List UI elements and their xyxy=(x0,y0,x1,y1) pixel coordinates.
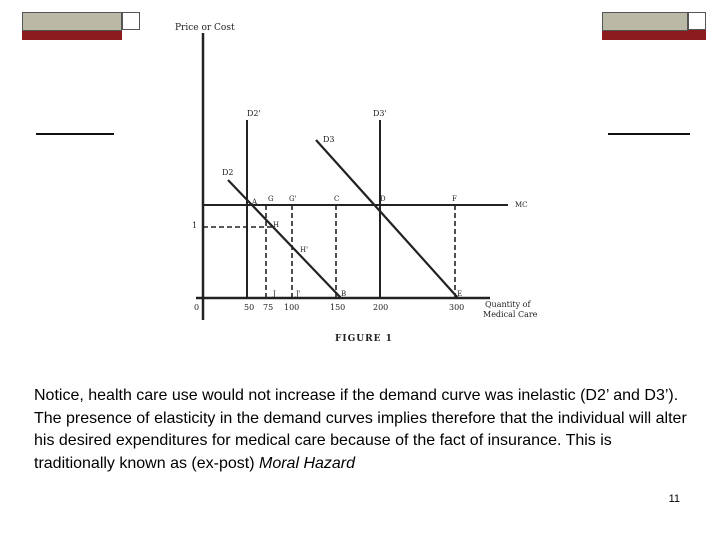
point-g: G xyxy=(268,195,274,203)
point-f: F xyxy=(452,195,457,203)
label-d2: D2 xyxy=(222,168,234,177)
curve-d3 xyxy=(316,140,458,298)
slide-paragraph xyxy=(34,385,694,475)
point-d: D xyxy=(380,195,386,203)
x-axis-label-2: Medical Care xyxy=(483,310,538,319)
tick-75: 75 xyxy=(263,303,274,312)
tick-200: 200 xyxy=(373,303,389,312)
mc-label: MC xyxy=(515,201,528,209)
y-axis-label: Price or Cost xyxy=(175,23,235,33)
tick-300: 300 xyxy=(449,303,465,312)
header-band-right xyxy=(602,12,688,31)
x-axis-label-1: Quantity of xyxy=(485,300,531,309)
header-square-right xyxy=(688,12,706,30)
point-h-prime: H' xyxy=(300,246,309,254)
label-d3: D3 xyxy=(323,135,335,144)
point-a: A xyxy=(252,198,258,206)
point-j-prime: J' xyxy=(296,290,301,298)
tick-150: 150 xyxy=(330,303,346,312)
point-g-prime: G' xyxy=(289,195,297,203)
paragraph-emphasis: Moral Hazard xyxy=(259,454,356,472)
curve-d2 xyxy=(228,180,341,298)
point-j: J xyxy=(273,290,276,298)
header-band-left xyxy=(22,12,122,31)
figure-caption: FIGURE 1 xyxy=(335,334,393,344)
origin-label: 0 xyxy=(194,303,200,312)
point-b: B xyxy=(341,290,347,298)
demand-figure xyxy=(130,15,590,350)
title-rule-right xyxy=(608,133,690,135)
point-h: H xyxy=(273,221,280,229)
tick-50: 50 xyxy=(244,303,255,312)
point-e: E xyxy=(457,290,463,298)
slide-number: 11 xyxy=(668,493,680,505)
paragraph-main: Notice, health care use would not increase if the demand curve was inelastic (D2’ and D3’). The presence of elasticity in the demand curves implies therefore that the individual will alter his desired expenditures for medical care because of the fact of insurance. This is traditionally known as (ex-post) xyxy=(34,387,687,472)
tick-100: 100 xyxy=(284,303,300,312)
label-d3-prime: D3' xyxy=(373,109,387,118)
price-label: 1 xyxy=(192,221,198,230)
point-c: C xyxy=(334,195,340,203)
title-rule-left xyxy=(36,133,114,135)
label-d2-prime: D2' xyxy=(247,109,261,118)
